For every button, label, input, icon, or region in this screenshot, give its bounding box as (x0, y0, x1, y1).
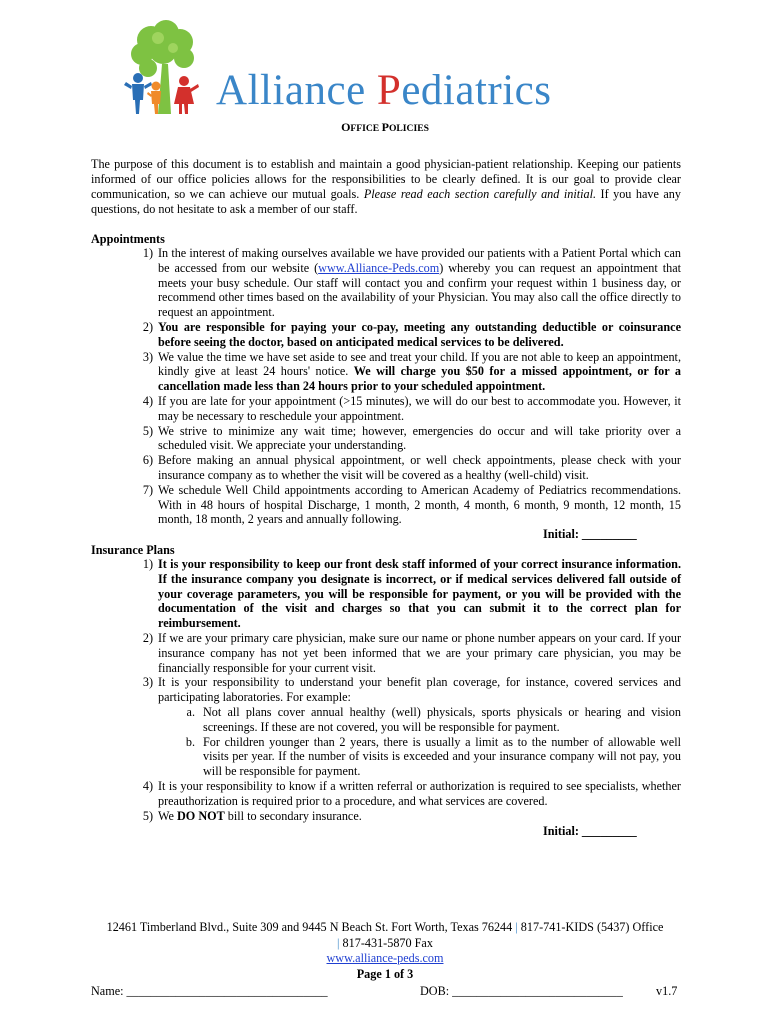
list-item: 2) If we are your primary care physician, make sure our name or phone number appears on your card. If your insurance company has not yet been informed that we are your primary care physician, you may be financially responsible for your current visit. (142, 630, 681, 675)
list-item: 5) We strive to minimize any wait time; however, emergencies do occur and will take priority over a scheduled visit. We appreciate your understanding. (142, 423, 681, 453)
footer-contact: 12461 Timberland Blvd., Suite 309 and 9445 N Beach St. Fort Worth, Texas 76244 | 817-741-KIDS (5437) Office | 817-431-5870 Fax www.alliance-peds.com (106, 920, 664, 965)
footer-website-link[interactable]: www.alliance-peds.com (326, 951, 444, 965)
appointments-heading: Appointments (91, 232, 165, 246)
list-item: 1) In the interest of making ourselves available we have provided our patients with a Patient Portal which can be accessed from our website (www.Alliance-Peds.com) whereby you can request an appointment that meets your busy schedule. Our staff will contact you and confirm your request within 1 business day, or recommend other times based on the availability of your Physician. You may also call the office directly to request an appointment. (142, 246, 681, 320)
insurance-initial-field[interactable]: Initial: _________ (543, 824, 637, 838)
website-link[interactable]: www.Alliance-Peds.com (318, 260, 440, 275)
tree-children-icon (118, 18, 218, 118)
sub-list-item: a. Not all plans cover annual healthy (well) physicals, sports physicals or hearing and vision screenings. If these are not covered, you will be responsible for payment. (186, 704, 681, 734)
footer-fax: 817-431-5870 Fax (339, 935, 433, 950)
page-title: OFFICE POLICIES (341, 120, 429, 134)
list-item: 4) If you are late for your appointment (>15 minutes), we will do our best to accommodate you. However, it may be necessary to reschedule your appointment. (142, 393, 681, 423)
footer-address: 12461 Timberland Blvd., Suite 309 and 9445 N Beach St. Fort Worth, Texas 76244 (106, 920, 516, 934)
appointments-list (91, 246, 681, 527)
list-item: 2) You are responsible for paying your co-pay, meeting any outstanding deductible or coinsurance before seeing the doctor, based on anticipated medical services to be delivered. (142, 319, 681, 349)
list-item: 5) We DO NOT bill to secondary insurance. (142, 808, 362, 823)
footer-phone: 817-741-KIDS (5437) Office (517, 920, 664, 934)
insurance-list (91, 557, 681, 823)
appointments-initial-field[interactable]: Initial: _________ (543, 527, 637, 541)
dob-field[interactable]: DOB: ____________________________ (420, 984, 623, 998)
list-item: 4) It is your responsibility to know if a written referral or authorization is required to see specialists, whether preauthorization is required prior to a procedure, and what services are covered. (142, 778, 681, 808)
page-number: Page 1 of 3 (356, 967, 414, 981)
insurance-heading: Insurance Plans (91, 543, 175, 557)
list-item: 7) We schedule Well Child appointments according to American Academy of Pediatrics recommendations. With in 48 hours of hospital Discharge, 1 month, 2 month, 4 month, 6 month, 9 month, 12 month, 15 month, 18 month, 2 years and annually following. (142, 482, 681, 527)
logo-wordmark: Alliance Pediatrics (216, 67, 552, 114)
intro-paragraph: The purpose of this document is to establish and maintain a good physician-patient relationship. Keeping our patients informed of our office policies allows for the responsibilities to be clearly defined. It is our goal to provide clear communication, so we can achieve our mutual goals. Please read each section carefully and initial. If you have any questions, do not hesitate to ask a member of our staff. (91, 157, 681, 216)
list-item: 3) It is your responsibility to understand your benefit plan coverage, for instance, covered services and participating laboratories. For example: a. Not all plans cover annual healthy (well) physicals, sports physicals or hearing and vision screenings. If these are not covered, you will be responsible for payment. b. For children younger than 2 years, there is usually a limit as to the number of allowable well visits per year. If the number of visits is exceeded and your insurance company will not pay, you will be responsible for payment. (142, 675, 681, 779)
version-label: v1.7 (656, 984, 678, 998)
list-item: 1) It is your responsibility to keep our front desk staff informed of your correct insurance information. If the insurance company you designate is incorrect, or if medical services delivered fall outside of your coverage parameters, you will be responsible for payment, or you will be provided with the documentation of the visit and charges so that you can submit it to the correct plan for reimbursement. (142, 557, 681, 631)
alliance-pediatrics-logo (118, 18, 678, 123)
name-field[interactable]: Name: _________________________________ (91, 984, 328, 998)
list-item: 3) We value the time we have set aside to see and treat your child. If you are not able to keep an appointment, kindly give at least 24 hours' notice. We will charge you $50 for a missed appointment, or for a cancellation made less than 24 hours prior to your scheduled appointment. (142, 349, 681, 394)
list-item: 6) Before making an annual physical appointment, or well check appointments, please check with your insurance company as to whether the visit will be covered as a healthy (well-child) visit. (142, 453, 681, 482)
sub-list-item: b. For children younger than 2 years, there is usually a limit as to the number of allowable well visits per year. If the number of visits is exceeded and your insurance company will not pay, you will be responsible for payment. (185, 734, 681, 779)
